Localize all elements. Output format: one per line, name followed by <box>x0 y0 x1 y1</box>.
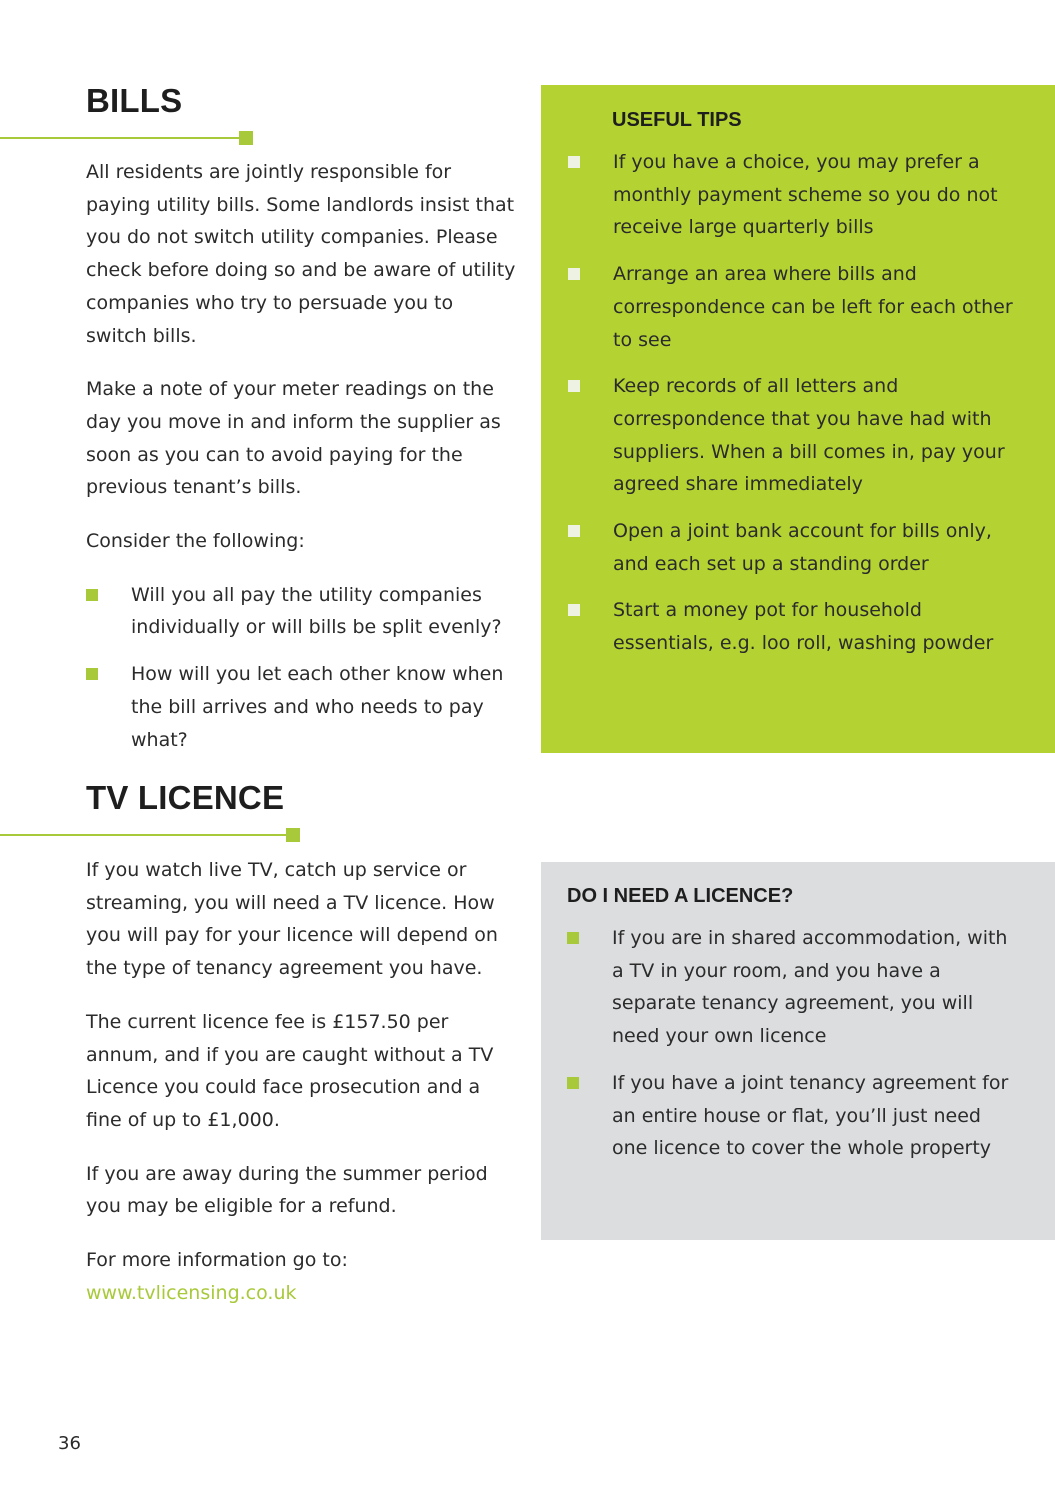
page-number: 36 <box>58 1433 81 1454</box>
tv-licence-heading-rule <box>0 834 293 836</box>
bills-paragraph-1: All residents are jointly responsible for paying utility bills. Some landlords insist that you do not switch utility companies. Please check before doing so and be aware of utility companies who try to persuade you to switch bills. <box>86 161 516 347</box>
bills-paragraph-3: Consider the following: <box>86 530 305 553</box>
licence-question-list <box>567 922 1015 1165</box>
bills-heading-rule <box>0 137 246 139</box>
square-bullet-icon <box>568 268 580 280</box>
useful-tips-list <box>568 146 1015 660</box>
tv-licence-body <box>86 854 516 1309</box>
list-item <box>568 594 1015 659</box>
square-bullet-icon <box>568 604 580 616</box>
list-item-text: Arrange an area where bills and correspondence can be left for each other to see <box>613 263 1013 351</box>
square-bullet-icon <box>86 668 98 680</box>
list-item <box>86 658 516 756</box>
tv-licence-paragraph-2: The current licence fee is £157.50 per annum, and if you are caught without a TV Licence you could face prosecution and a fine of up to £1,000. <box>86 1010 494 1131</box>
tv-licence-paragraph-3: If you are away during the summer period you may be eligible for a refund. <box>86 1162 488 1218</box>
list-item <box>567 922 1015 1053</box>
licence-question-box <box>541 862 1055 1240</box>
square-bullet-icon <box>567 932 579 944</box>
list-item <box>568 146 1015 244</box>
list-item-text: If you have a choice, you may prefer a monthly payment scheme so you do not receive large quarterly bills <box>613 151 998 239</box>
square-bullet-icon <box>568 156 580 168</box>
bills-consider-list <box>86 579 516 757</box>
square-bullet-icon <box>568 380 580 392</box>
licence-question-title: DO I NEED A LICENCE? <box>567 885 794 907</box>
list-item-text: Start a money pot for household essentials, e.g. loo roll, washing powder <box>613 599 994 655</box>
list-item-text: Open a joint bank account for bills only, and each set up a standing order <box>613 520 992 575</box>
list-item-text: If you are in shared accommodation, with a TV in your room, and you have a separate tenancy agreement, you will need your own licence <box>612 927 1008 1048</box>
list-item-text: Keep records of all letters and correspondence that you have had with suppliers. When a bill comes in, pay your agreed share immediately <box>613 375 1005 496</box>
tv-licensing-link[interactable]: www.tvlicensing.co.uk <box>86 1281 297 1304</box>
list-item <box>568 370 1015 501</box>
list-item <box>86 579 516 644</box>
square-bullet-icon <box>86 589 98 601</box>
list-item-text: If you have a joint tenancy agreement for an entire house or flat, you’ll just need one licence to cover the whole property <box>612 1071 1009 1160</box>
bills-body <box>86 156 516 770</box>
useful-tips-title: USEFUL TIPS <box>612 109 742 131</box>
list-item-text: Will you all pay the utility companies individually or will bills be split evenly? <box>131 583 502 639</box>
more-info-label: For more information go to: <box>86 1249 348 1272</box>
tv-licence-heading-rule-end <box>286 828 300 842</box>
list-item <box>567 1067 1015 1165</box>
list-item-text: How will you let each other know when the bill arrives and who needs to pay what? <box>131 663 504 751</box>
tv-licence-heading: TV LICENCE <box>86 779 285 816</box>
bills-heading-rule-end <box>239 131 253 145</box>
list-item <box>568 258 1015 356</box>
bills-paragraph-2: Make a note of your meter readings on the day you move in and inform the supplier as soon as you can to avoid paying for the previous tenant’s bills. <box>86 378 501 499</box>
list-item <box>568 515 1015 580</box>
more-info <box>86 1244 516 1309</box>
square-bullet-icon <box>567 1077 579 1089</box>
bills-heading: BILLS <box>86 82 183 119</box>
useful-tips-box <box>541 85 1055 753</box>
square-bullet-icon <box>568 525 580 537</box>
tv-licence-paragraph-1: If you watch live TV, catch up service or streaming, you will need a TV licence. How you will pay for your licence will depend on the type of tenancy agreement you have. <box>86 859 498 980</box>
